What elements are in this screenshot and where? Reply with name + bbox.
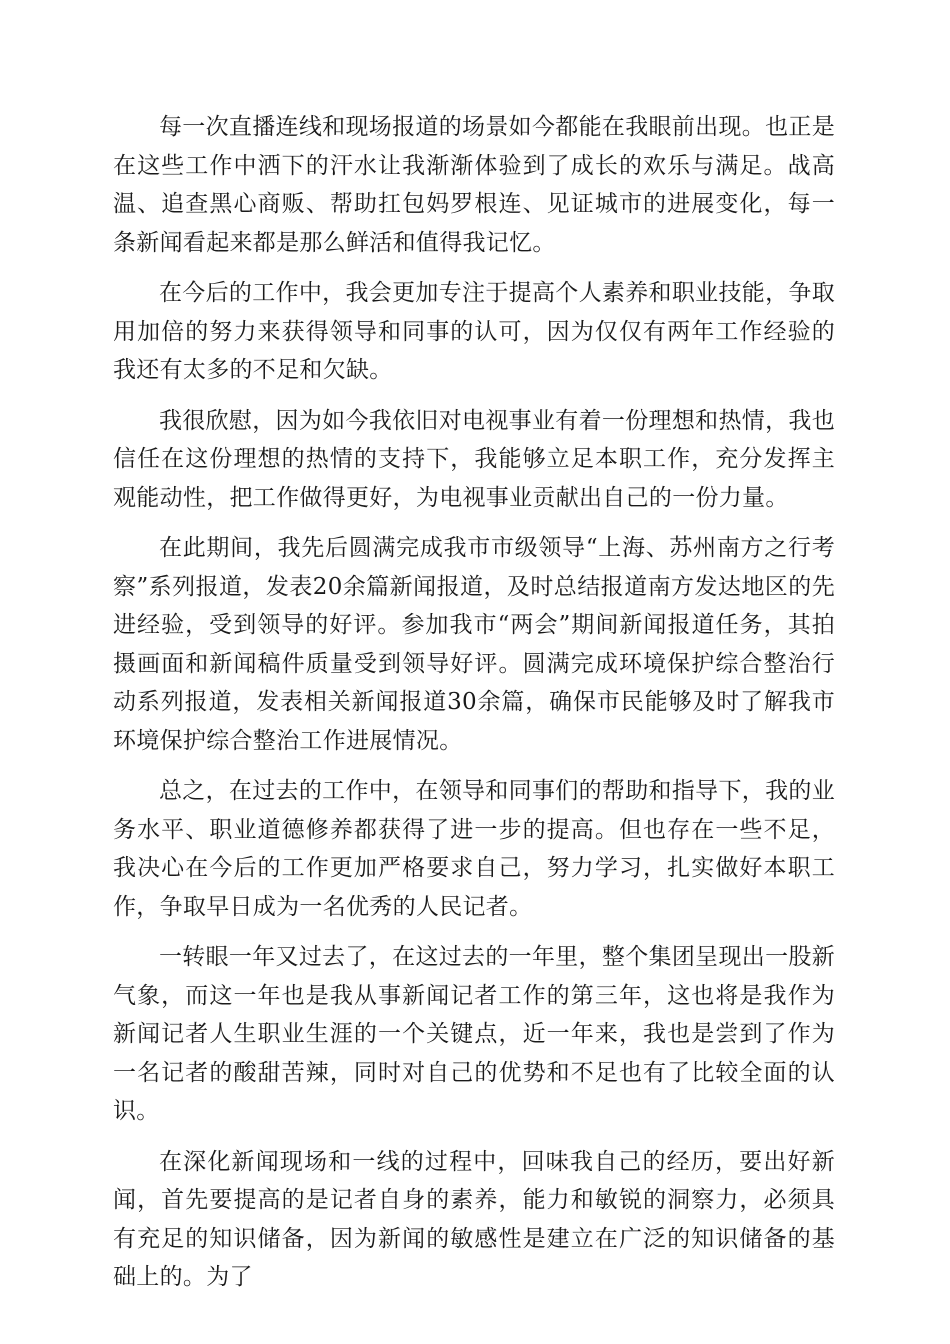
document-body [113, 108, 835, 1309]
paragraph-6: 一转眼一年又过去了，在这过去的一年里，整个集团呈现出一股新气象，而这一年也是我从事新闻记者工作的第三年，这也将是我作为新闻记者人生职业生涯的一个关键点，近一年来，我也是尝到了作为一名记者的酸甜苦辣，同时对自己的优势和不足也有了比较全面的认识。 [113, 944, 835, 1124]
paragraph-2: 在今后的工作中，我会更加专注于提高个人素养和职业技能，争取用加倍的努力来获得领导和同事的认可，因为仅仅有两年工作经验的我还有太多的不足和欠缺。 [113, 280, 835, 383]
paragraph-1: 每一次直播连线和现场报道的场景如今都能在我眼前出现。也正是在这些工作中洒下的汗水让我渐渐体验到了成长的欢乐与满足。战高温、追查黑心商贩、帮助扛包妈罗根连、见证城市的进展变化，每一条新闻看起来都是那么鲜活和值得我记忆。 [113, 114, 835, 256]
paragraph-3: 我很欣慰，因为如今我依旧对电视事业有着一份理想和热情，我也信任在这份理想的热情的支持下，我能够立足本职工作，充分发挥主观能动性，把工作做得更好，为电视事业贡献出自己的一份力量。 [113, 407, 835, 511]
paragraph-4: 在此期间，我先后圆满完成我市市级领导“上海、苏州南方之行考察”系列报道，发表20余篇新闻报道，及时总结报道南方发达地区的先进经验，受到领导的好评。参加我市“两会”期间新闻报道任务，其拍摄画面和新闻稿件质量受到领导好评。圆满完成环境保护综合整治行动系列报道，发表相关新闻报道30余篇，确保市民能够及时了解我市环境保护综合整治工作进展情况。 [113, 535, 835, 754]
paragraph-7: 在深化新闻现场和一线的过程中，回味我自己的经历，要出好新闻，首先要提高的是记者自身的素养，能力和敏锐的洞察力，必须具有充足的知识储备，因为新闻的敏感性是建立在广泛的知识储备的基础上的。为了 [113, 1148, 835, 1290]
paragraph-5: 总之，在过去的工作中，在领导和同事们的帮助和指导下，我的业务水平、职业道德修养都获得了进一步的提高。但也存在一些不足，我决心在今后的工作更加严格要求自己，努力学习，扎实做好本职工作，争取早日成为一名优秀的人民记者。 [113, 778, 835, 920]
